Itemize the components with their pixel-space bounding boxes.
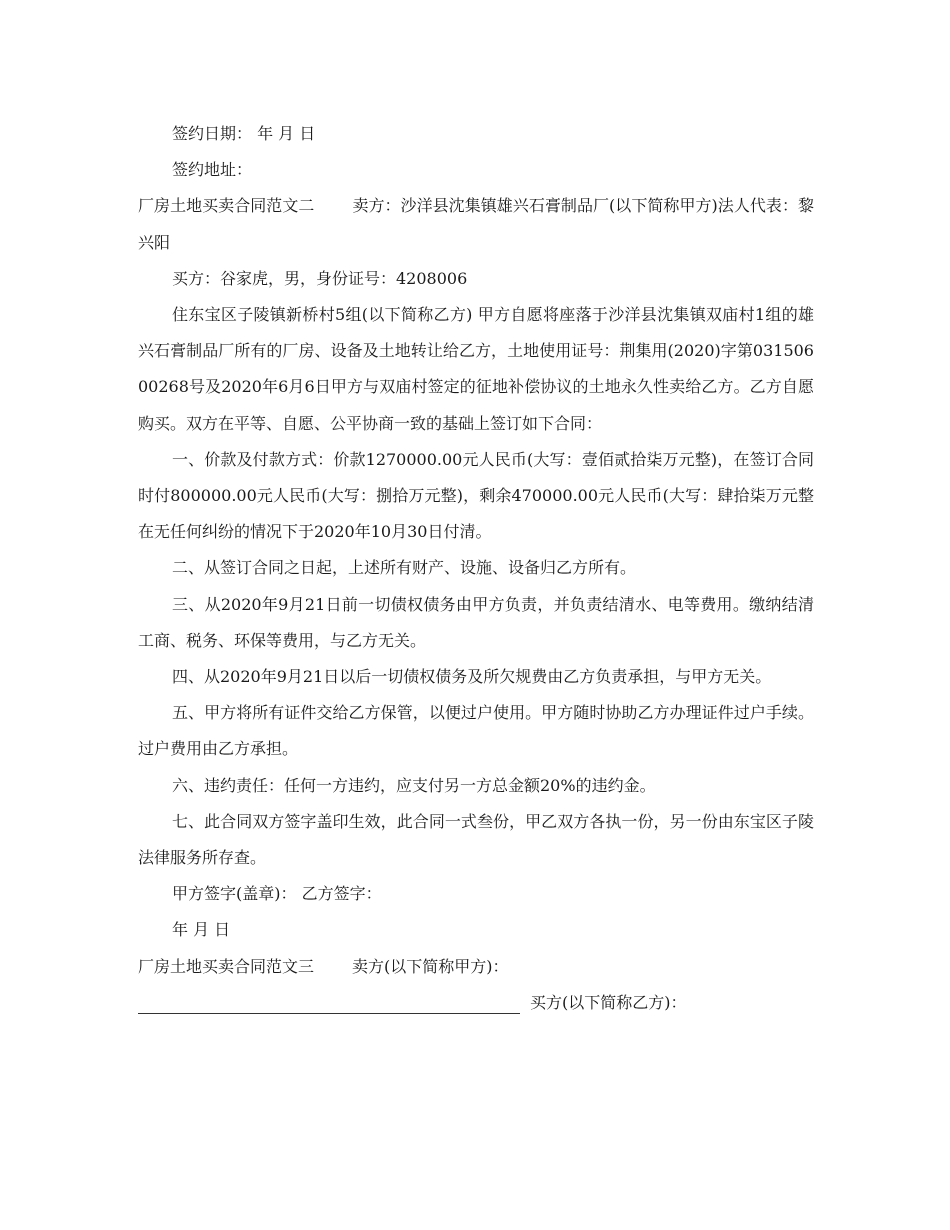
buyer-line: 买方：谷家虎，男，身份证号：4208006 xyxy=(172,268,468,288)
clause-5-paragraph: 五、甲方将所有证件交给乙方保管，以便过户使用。甲方随时协助乙方办理证件过户手续。过户费用由乙方承担。 xyxy=(138,703,814,759)
clause-4-paragraph: 四、从2020年9月21日以后一切债权债务及所欠规费由乙方负责承担，与甲方无关。 xyxy=(172,667,772,687)
clause-7-paragraph: 七、此合同双方签字盖印生效，此合同一式叁份，甲乙双方各执一份，另一份由东宝区子陵法律服务所存查。 xyxy=(138,811,814,868)
sample3-heading-line xyxy=(138,949,814,985)
sample3-buyer-line xyxy=(138,985,814,1021)
date-line: 年 月 日 xyxy=(172,920,231,940)
sample2-title: 厂房土地买卖合同范文二 xyxy=(138,196,315,216)
clause-1-paragraph: 一、价款及付款方式：价款1270000.00元人民币(大写：壹佰贰拾柒万元整)，在签订合同时付800000.00元人民币(大写：捌拾万元整)，剩余470000.00元人民币(大写：肆拾柒万元整在无任何纠纷的情况下于2020年10月30日付清。 xyxy=(138,449,814,542)
sample2-paragraph xyxy=(138,188,814,260)
sample3-title: 厂房土地买卖合同范文三 xyxy=(138,956,315,976)
clause-6-paragraph: 六、违约责任：任何一方违约，应支付另一方总金额20%的违约金。 xyxy=(172,775,656,795)
signature-line: 甲方签字(盖章)： 乙方签字： xyxy=(172,884,382,904)
blank-underline xyxy=(138,987,520,1014)
sign-place-line: 签约地址： xyxy=(172,160,253,180)
clause-3-paragraph: 三、从2020年9月21日前一切债权债务由甲方负责，并负责结清水、电等费用。缴纳结清工商、税务、环保等费用，与乙方无关。 xyxy=(138,594,814,650)
sample2-seller: 卖方：沙洋县沈集镇雄兴石膏制品厂(以下简称甲方)法人代表：黎兴阳 xyxy=(138,196,814,252)
address-intro-paragraph: 住东宝区子陵镇新桥村5组(以下简称乙方) 甲方自愿将座落于沙洋县沈集镇双庙村1组的雄兴石膏制品厂所有的厂房、设备及土地转让给乙方，土地使用证号：荆集用(2020)字第03150600268号及2020年6月6日甲方与双庙村签定的征地补偿协议的土地永久性卖给乙方。乙方自愿购买。双方在平等、自愿、公平协商一致的基础上签订如下合同： xyxy=(138,305,814,433)
sample3-seller: 卖方(以下简称甲方)： xyxy=(352,956,509,976)
clause-2-paragraph: 二、从签订合同之日起，上述所有财产、设施、设备归乙方所有。 xyxy=(172,558,637,578)
sign-date-line: 签约日期： 年 月 日 xyxy=(172,124,316,143)
document-body xyxy=(138,116,814,1021)
sample3-buyer: 买方(以下简称乙方)： xyxy=(530,992,687,1012)
